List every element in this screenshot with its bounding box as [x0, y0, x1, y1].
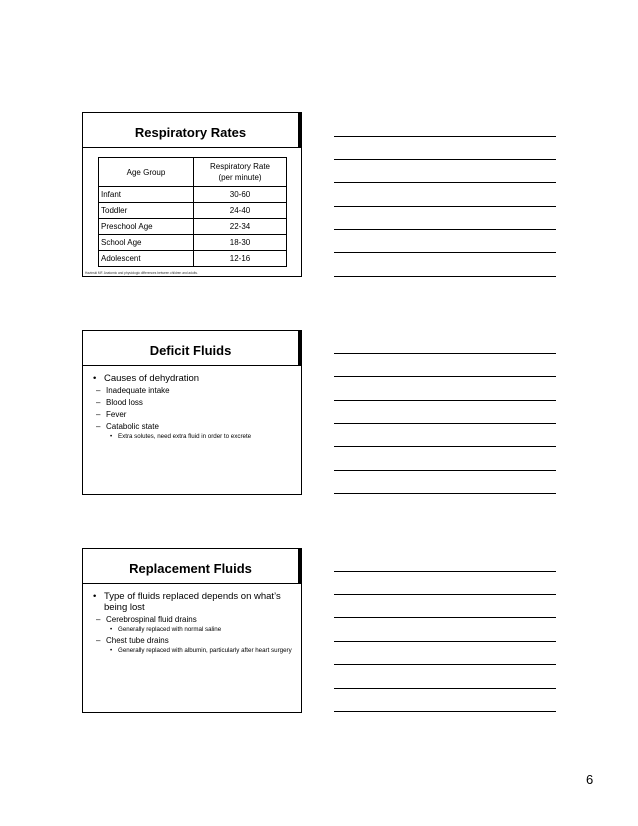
note-line	[334, 641, 556, 642]
header-rate-line2: (per minute)	[218, 173, 262, 182]
age-group-cell: School Age	[99, 235, 194, 251]
note-line	[334, 571, 556, 572]
table-row	[99, 203, 287, 219]
rate-cell: 22-34	[194, 219, 287, 235]
sub-sub-bullet-item: • Extra solutes, need extra fluid in order to excrete	[93, 433, 293, 441]
note-line	[334, 664, 556, 665]
rate-cell: 24-40	[194, 203, 287, 219]
note-line	[334, 493, 556, 494]
note-line	[334, 711, 556, 712]
table-row	[99, 235, 287, 251]
note-line	[334, 688, 556, 689]
respiratory-rate-table	[98, 157, 287, 267]
page-number: 6	[586, 772, 594, 787]
bullet-item: • Type of fluids replaced depends on what’s being lost	[93, 591, 293, 613]
sub-bullet-item: – Cerebrospinal fluid drains	[93, 615, 293, 625]
note-line	[334, 376, 556, 377]
note-line	[334, 159, 556, 160]
note-line	[334, 470, 556, 471]
note-line	[334, 229, 556, 230]
bullet-item: • Causes of dehydration	[93, 373, 293, 384]
slide-replacement-fluids	[82, 548, 302, 713]
note-line	[334, 423, 556, 424]
note-line	[334, 136, 556, 137]
bullet-list	[93, 591, 293, 655]
sub-sub-bullet-item: • Generally replaced with normal saline	[93, 626, 293, 634]
header-rate-line1: Respiratory Rate	[209, 162, 271, 171]
note-line	[334, 617, 556, 618]
sub-bullet-item: – Fever	[93, 410, 293, 420]
note-line	[334, 252, 556, 253]
slide-title-bar	[83, 113, 301, 148]
rate-cell: 18-30	[194, 235, 287, 251]
sub-bullet-item: – Catabolic state	[93, 422, 293, 432]
note-line	[334, 276, 556, 277]
rate-cell: 30-60	[194, 187, 287, 203]
table-row	[99, 187, 287, 203]
sub-sub-bullet-item: • Generally replaced with albumin, particularly after heart surgery	[93, 647, 293, 655]
rate-cell: 12-16	[194, 251, 287, 267]
citation: Hazinski MF. Anatomic and physiologic differences between children and adults.	[85, 271, 198, 275]
sub-bullet-item: – Chest tube drains	[93, 636, 293, 646]
note-line	[334, 353, 556, 354]
table-header-row	[99, 158, 287, 187]
note-line	[334, 206, 556, 207]
note-line	[334, 400, 556, 401]
table-row	[99, 251, 287, 267]
age-group-cell: Toddler	[99, 203, 194, 219]
note-line	[334, 594, 556, 595]
slide-title: Replacement Fluids	[129, 561, 252, 576]
slide-title: Deficit Fluids	[149, 343, 232, 358]
table-row	[99, 219, 287, 235]
slide-respiratory-rates	[82, 112, 302, 277]
table-header-age-group: Age Group	[99, 158, 194, 187]
bullet-list	[93, 373, 293, 441]
slide-deficit-fluids	[82, 330, 302, 495]
age-group-cell: Adolescent	[99, 251, 194, 267]
age-group-cell: Preschool Age	[99, 219, 194, 235]
note-line	[334, 182, 556, 183]
sub-bullet-item: – Blood loss	[93, 398, 293, 408]
sub-bullet-item: – Inadequate intake	[93, 386, 293, 396]
age-group-cell: Infant	[99, 187, 194, 203]
table-header-respiratory-rate	[194, 158, 287, 187]
slide-title-bar	[83, 331, 301, 366]
slide-title: Respiratory Rates	[134, 125, 247, 140]
note-line	[334, 446, 556, 447]
slide-title-bar	[83, 549, 301, 584]
